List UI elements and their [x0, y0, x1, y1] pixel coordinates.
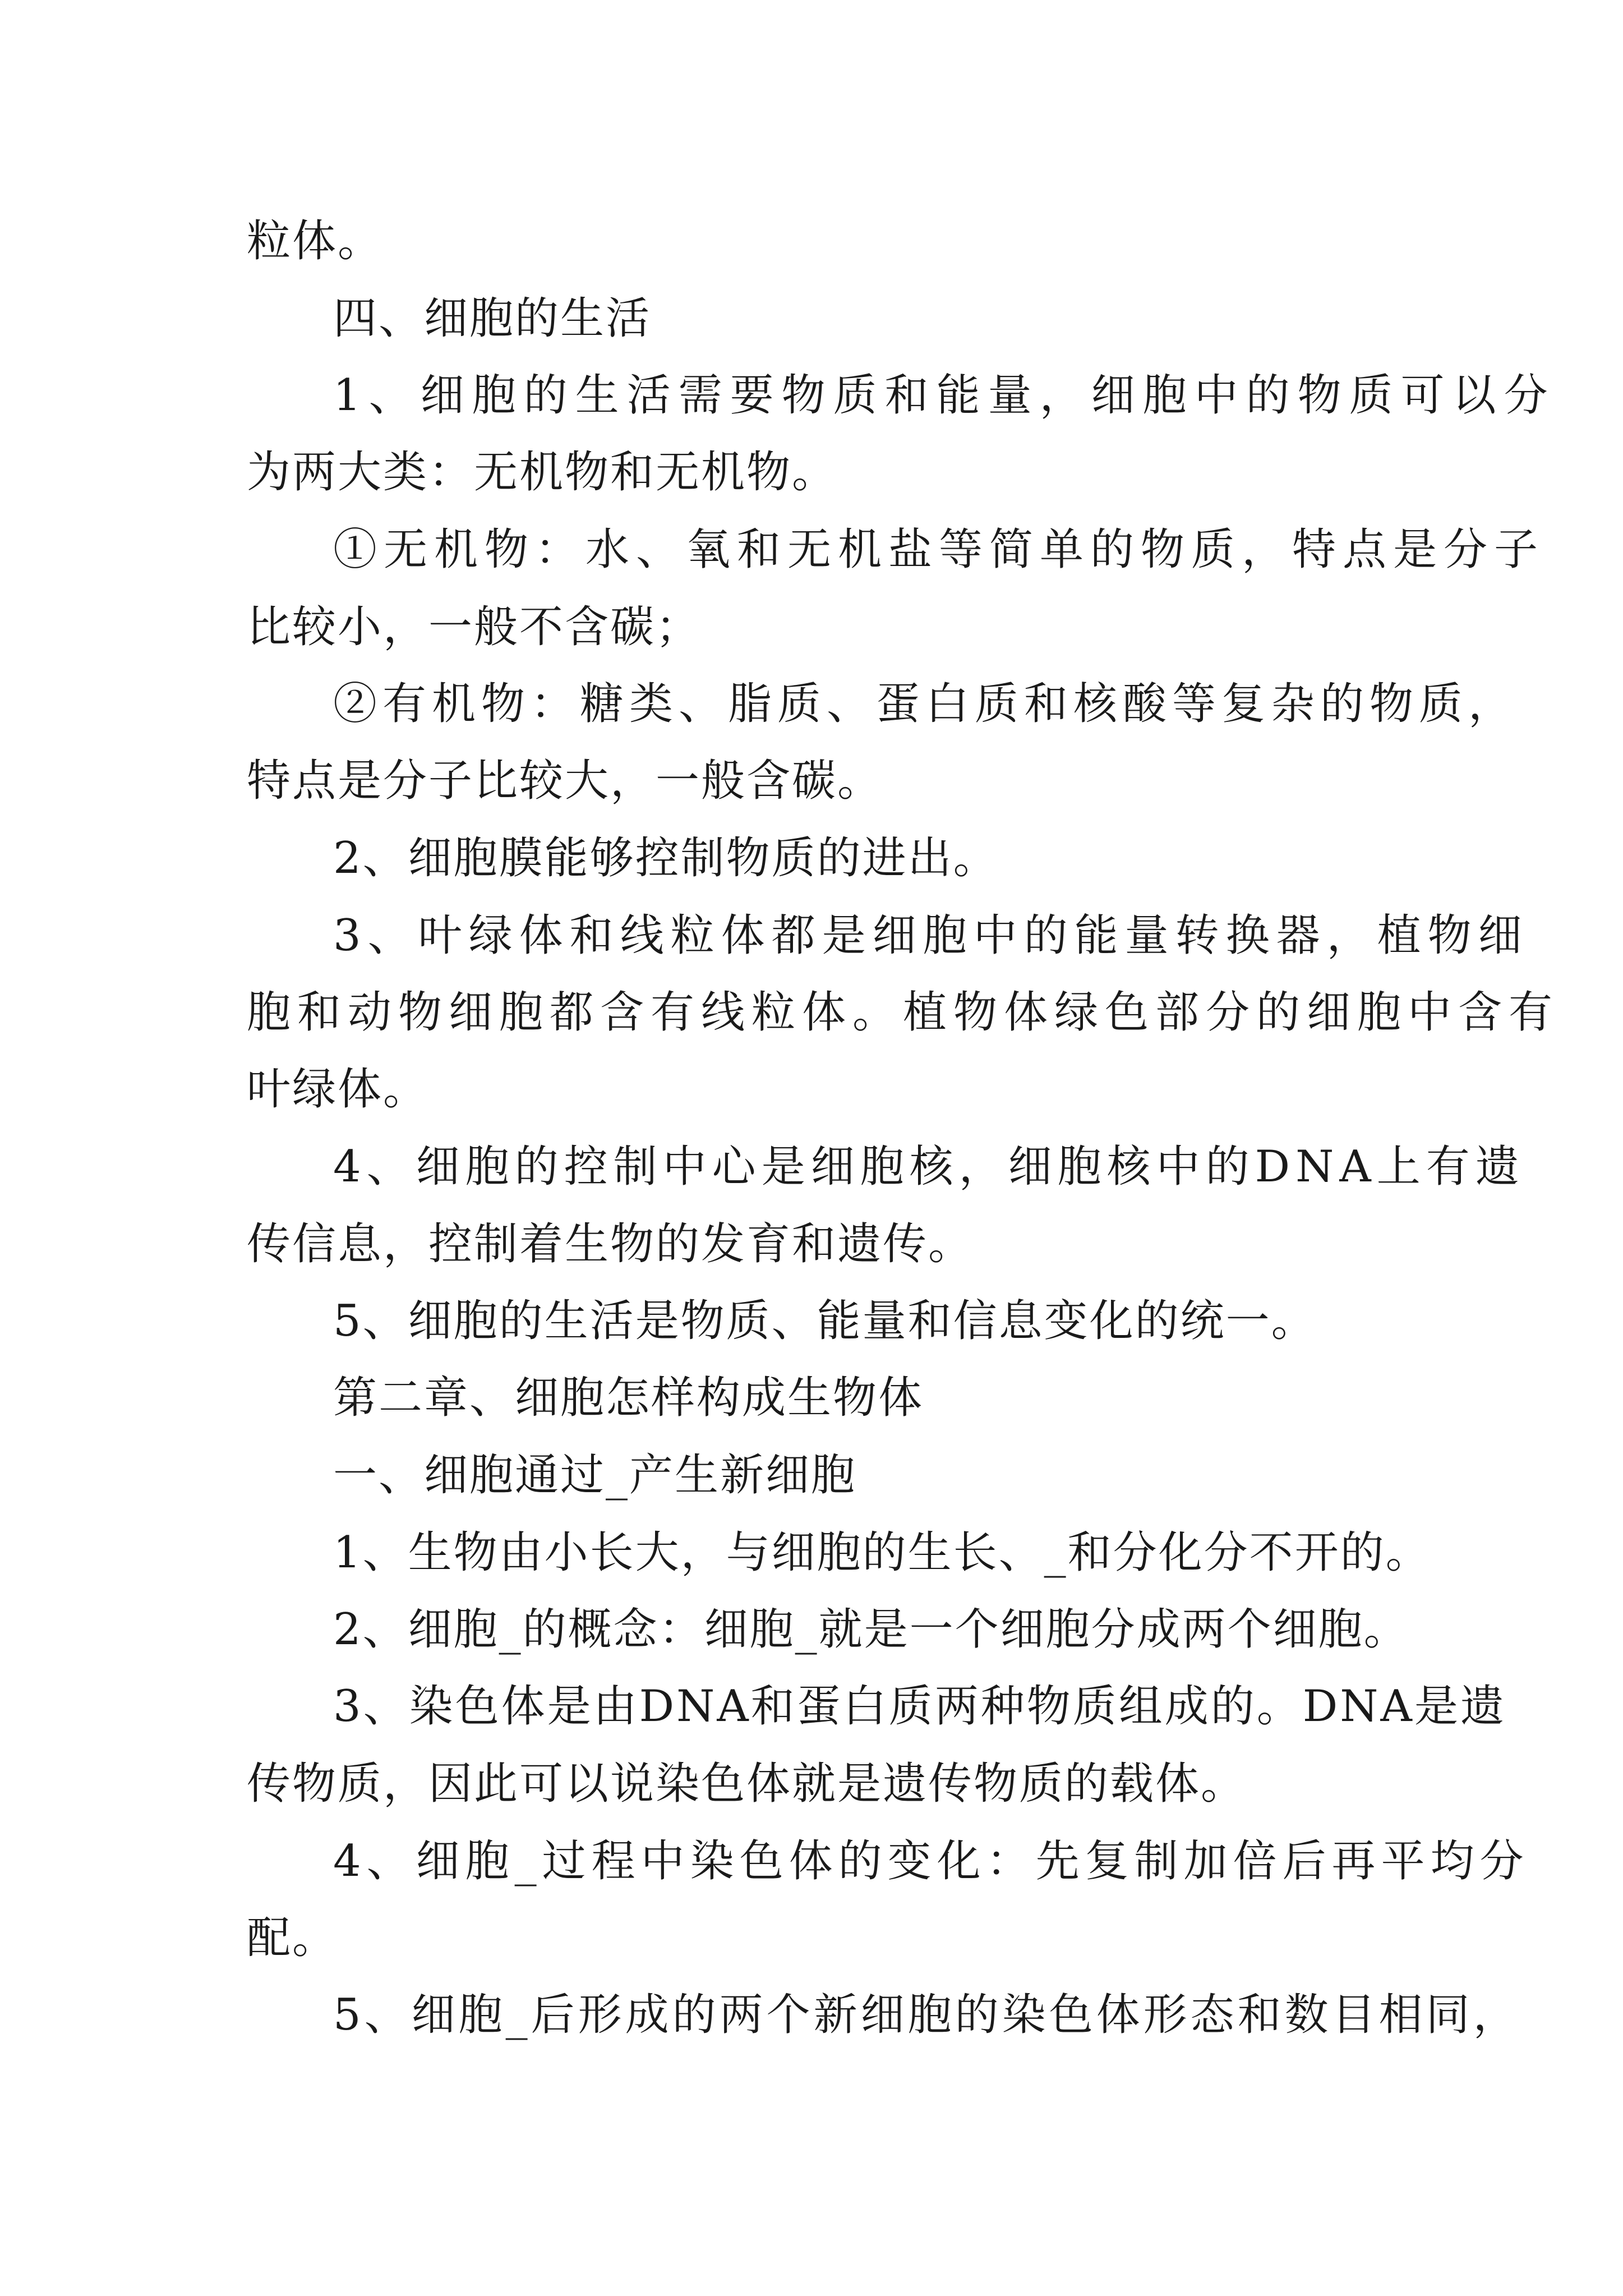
text-line: 叶绿体。	[247, 1064, 429, 1115]
text-line: 4、细胞的控制中心是细胞核，细胞核中的DNA上有遗	[333, 1142, 1525, 1192]
section-heading: 一、细胞通过_产生新细胞	[333, 1450, 857, 1501]
text-line: 传信息，控制着生物的发育和遗传。	[247, 1219, 974, 1269]
text-line: 1、生物由小长大，与细胞的生长、_和分化分不开的。	[333, 1527, 1431, 1578]
section-heading: 四、细胞的生活	[333, 293, 652, 344]
text-line: 传物质，因此可以说染色体就是遗传物质的载体。	[247, 1759, 1247, 1809]
text-line: 4、细胞_过程中染色体的变化：先复制加倍后再平均分	[333, 1836, 1529, 1887]
chapter-heading: 第二章、细胞怎样构成生物体	[333, 1373, 924, 1423]
text-line: ①无机物：水、氧和无机盐等简单的物质，特点是分子	[333, 524, 1545, 575]
text-line: 配。	[247, 1913, 338, 1963]
text-line: 2、细胞_的概念：细胞_就是一个细胞分成两个细胞。	[333, 1604, 1409, 1655]
text-line: 3、染色体是由DNA和蛋白质两种物质组成的。DNA是遗	[333, 1681, 1506, 1732]
text-line: 胞和动物细胞都含有线粒体。植物体绿色部分的细胞中含有	[247, 987, 1560, 1038]
text-line: 5、细胞的生活是物质、能量和信息变化的统一。	[333, 1296, 1317, 1346]
text-line: 粒体。	[247, 216, 384, 266]
text-line: 为两大类：无机物和无机物。	[247, 447, 838, 498]
text-line: 比较小，一般不含碳；	[247, 602, 702, 652]
text-line: 1、细胞的生活需要物质和能量，细胞中的物质可以分	[333, 370, 1556, 421]
text-line: 3、叶绿体和线粒体都是细胞中的能量转换器，植物细	[333, 910, 1529, 961]
text-line: 特点是分子比较大，一般含碳。	[247, 756, 883, 806]
text-line: ②有机物：糖类、脂质、蛋白质和核酸等复杂的物质，	[333, 679, 1518, 729]
text-line: 5、细胞_后形成的两个新细胞的染色体形态和数目相同，	[333, 1990, 1520, 2040]
text-line: 2、细胞膜能够控制物质的进出。	[333, 833, 999, 884]
